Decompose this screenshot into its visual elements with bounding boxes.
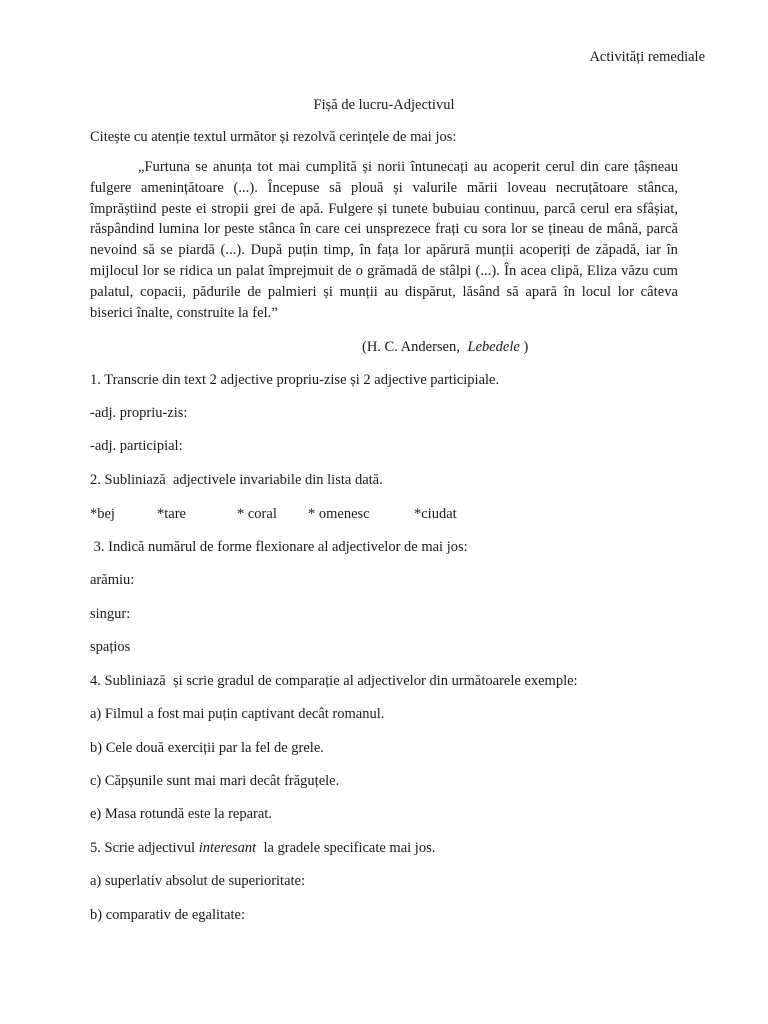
source-suffix: )	[523, 339, 529, 355]
task-5-item: a) superlativ absolut de superioritate:	[90, 873, 306, 889]
task-3-item: arămiu:	[90, 572, 135, 588]
task-4-item: e) Masa rotundă este la reparat.	[90, 806, 272, 822]
task-5-prompt-word: interesant	[198, 840, 257, 856]
task-5-prompt-before: 5. Scrie adjectivul	[90, 840, 196, 856]
task-5-prompt	[90, 838, 435, 858]
header-label: Activități remediale	[589, 49, 705, 65]
task-5-prompt-after: la gradele specificate mai jos.	[256, 840, 436, 856]
task-3-item: spațios	[90, 639, 131, 655]
task-2-item: * omenesc	[308, 506, 370, 522]
quoted-text: „Furtuna se anunța tot mai cumplită și norii întunecați au acoperit cerul din care țâșneau fulgere amenințătoare (...). Începuse să plouă și valurile mării loveau necruțătoare stânca, împrăștiind peste ei stropii grei de apă. Fulgere și tunete bubuiau continuu, parcă cerul era sfâșiat, răspândind lumina lor peste stânca în care cei unsprezece frați cu sora lor se țineau de mână, parcă nevoind să se piardă (...). După puțin timp, în fața lor apărură munții acoperiți de zăpadă, iar în mijlocul lor se ridica un palat împrejmuit de o grămadă de stâlpi (...). În acea clipă, Eliza văzu cum palatul, copacii, pădurile de palmieri și munții au dispărut, lăsând să apară în locul lor câteva biserici înalte, construite la fel.”	[90, 159, 678, 321]
page-title: Fișă de lucru-Adjectivul	[313, 97, 455, 113]
task-3-item: singur:	[90, 606, 131, 622]
task-4-item: b) Cele două exerciții par la fel de grele.	[90, 740, 324, 756]
task-1-prompt: 1. Transcrie din text 2 adjective propriu-zise și 2 adjective participiale.	[90, 372, 500, 388]
task-2-prompt: 2. Subliniază adjectivele invariabile din lista dată.	[90, 472, 383, 488]
task-2-item: *ciudat	[414, 506, 457, 522]
task-2-item: * coral	[237, 506, 277, 522]
task-2-item: *tare	[157, 506, 186, 522]
task-3-prompt: 3. Indică numărul de forme flexionare al adjectivelor de mai jos:	[90, 539, 468, 555]
task-2-item: *bej	[90, 506, 115, 522]
source-work-title: Lebedele	[467, 339, 520, 355]
task-4-item: c) Căpșunile sunt mai mari decât frăguțele.	[90, 773, 340, 789]
task-4-prompt: 4. Subliniază și scrie gradul de comparație al adjectivelor din următoarele exemple:	[90, 673, 578, 689]
task-1-line-participial: -adj. participial:	[90, 438, 183, 454]
quote-source	[362, 337, 528, 357]
task-1-line-proper: -adj. propriu-zis:	[90, 405, 188, 421]
task-5-item: b) comparativ de egalitate:	[90, 907, 245, 923]
task-4-item: a) Filmul a fost mai puțin captivant decât romanul.	[90, 706, 385, 722]
intro-instruction: Citește cu atenție textul următor și rezolvă cerințele de mai jos:	[90, 129, 457, 145]
source-prefix: (H. C. Andersen,	[362, 339, 460, 355]
